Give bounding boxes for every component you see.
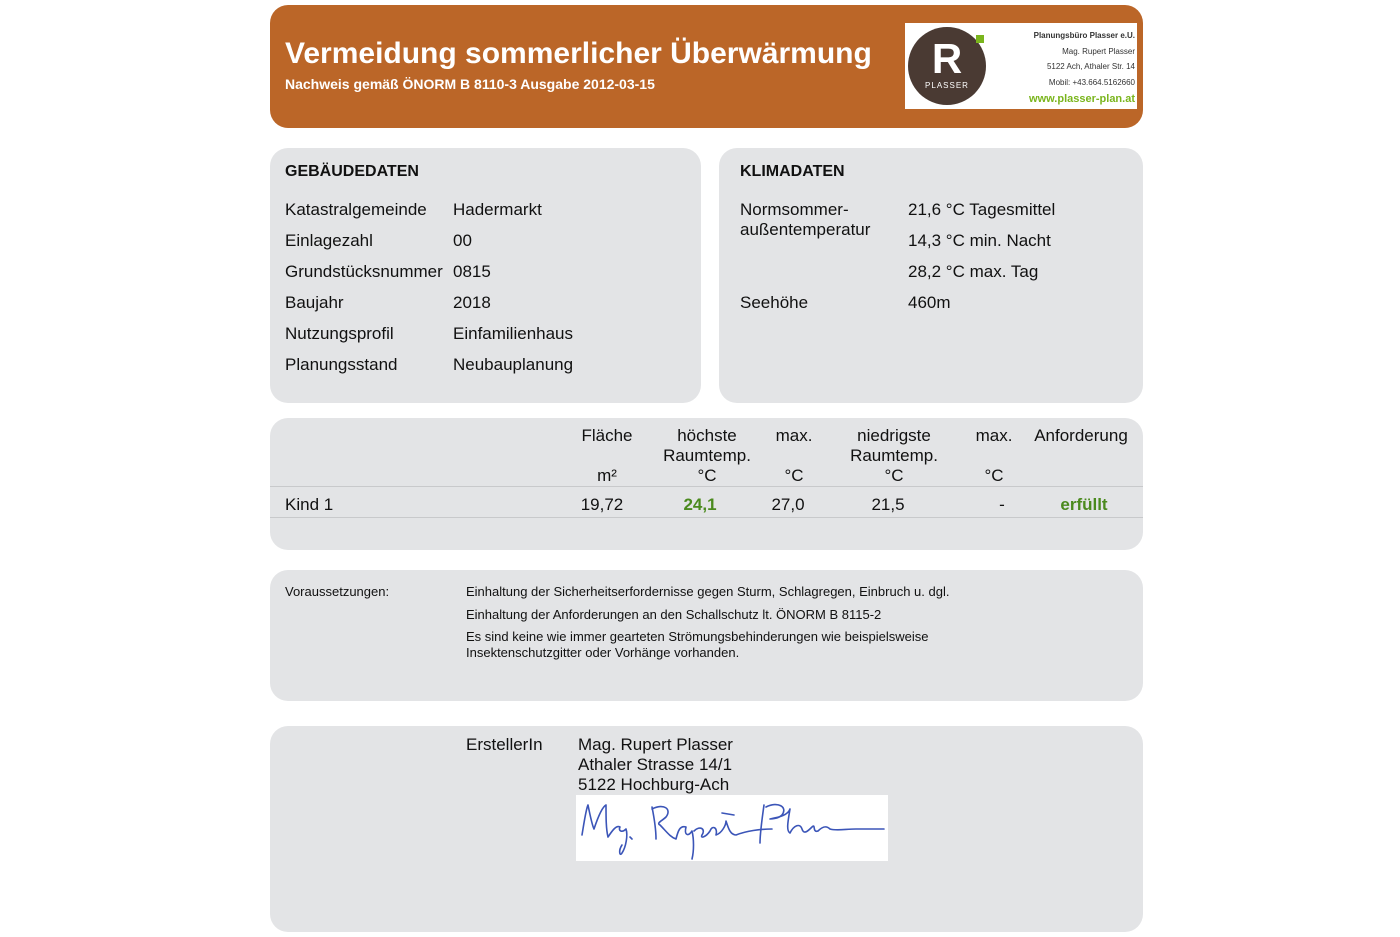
building-value: 0815 — [453, 262, 491, 281]
requirement-line: Es sind keine wie immer gearteten Strömungsbehinderungen wie beispielsweise — [466, 629, 929, 644]
header-area-unit: m² — [597, 466, 617, 485]
page-header — [270, 5, 1143, 128]
building-value: Neubauplanung — [453, 355, 574, 374]
header-max-temp: Raumtemp. — [663, 446, 751, 465]
header-max-allowed: max. — [775, 426, 813, 445]
logo-name: Mag. Rupert Plasser — [1062, 47, 1135, 56]
requirement-line: Insektenschutzgitter oder Vorhänge vorhanden. — [466, 645, 740, 660]
building-value: Hadermarkt — [453, 200, 542, 219]
requirement-line: Einhaltung der Sicherheitserfordernisse gegen Sturm, Schlagregen, Einbruch u. dgl. — [466, 584, 950, 599]
header-max-temp-unit: °C — [697, 466, 717, 485]
climate-heading: KLIMADATEN — [740, 163, 845, 180]
company-logo — [905, 23, 1137, 109]
building-data-panel — [270, 148, 701, 403]
climate-temp-value: 21,6 °C Tagesmittel — [908, 200, 1056, 219]
page-subtitle: Nachweis gemäß ÖNORM B 8110-3 Ausgabe 2012-03-15 — [285, 76, 655, 92]
logo-mark: R — [931, 35, 963, 82]
logo-green-square — [976, 35, 984, 43]
page-title: Vermeidung sommerlicher Überwärmung — [285, 37, 872, 70]
signature-icon — [576, 795, 888, 861]
building-value: 00 — [453, 231, 472, 250]
table-cell-max2: - — [999, 495, 1005, 514]
header-max-allowed-unit: °C — [784, 466, 804, 485]
header-min-temp: Raumtemp. — [850, 446, 938, 465]
logo-phone: Mobil: +43.664.5162660 — [1048, 78, 1135, 87]
header-max2: max. — [975, 426, 1013, 445]
building-value: 2018 — [453, 293, 491, 312]
results-table — [270, 418, 1143, 550]
author-name: Mag. Rupert Plasser — [578, 735, 733, 754]
requirements-label: Voraussetzungen: — [285, 584, 390, 599]
building-label: Einlagezahl — [285, 231, 373, 250]
header-area: Fläche — [581, 426, 633, 445]
table-cell-area: 19,72 — [580, 495, 624, 514]
header-min-temp: niedrigste — [857, 426, 931, 445]
logo-website: www.plasser-plan.at — [1029, 93, 1135, 105]
table-cell-max-allowed: 27,0 — [771, 495, 805, 514]
table-divider — [270, 486, 1143, 487]
climate-data-panel — [719, 148, 1143, 403]
climate-temp-value: 14,3 °C min. Nacht — [908, 231, 1051, 250]
building-label: Baujahr — [285, 293, 344, 312]
logo-brand: PLASSER — [925, 81, 969, 90]
building-label: Planungsstand — [285, 355, 398, 374]
building-label: Nutzungsprofil — [285, 324, 394, 343]
table-divider — [270, 517, 1143, 518]
climate-temp-label: außentemperatur — [740, 220, 871, 239]
building-value: Einfamilienhaus — [453, 324, 574, 343]
climate-temp-label: Normsommer- — [740, 200, 849, 219]
author-label: ErstellerIn — [466, 735, 543, 754]
header-requirement: Anforderung — [1034, 426, 1128, 445]
header-max-temp: höchste — [677, 426, 737, 445]
building-label: Grundstücksnummer — [285, 262, 443, 281]
altitude-label: Seehöhe — [740, 293, 809, 312]
signature-image — [576, 795, 888, 861]
climate-temp-value: 28,2 °C max. Tag — [908, 262, 1039, 281]
author-panel — [270, 726, 1143, 932]
table-cell-max-temp: 24,1 — [683, 495, 717, 514]
logo-circle — [908, 27, 986, 105]
table-cell-min-temp: 21,5 — [871, 495, 905, 514]
logo-company: Planungsbüro Plasser e.U. — [1033, 31, 1135, 40]
building-label: Katastralgemeinde — [285, 200, 427, 219]
requirement-line: Einhaltung der Anforderungen an den Schallschutz lt. ÖNORM B 8115-2 — [466, 607, 882, 622]
author-street: Athaler Strasse 14/1 — [578, 755, 733, 774]
header-min-temp-unit: °C — [884, 466, 904, 485]
header-max2-unit: °C — [984, 466, 1004, 485]
table-row-room: Kind 1 — [285, 495, 334, 514]
requirements-panel — [270, 570, 1143, 701]
altitude-value: 460m — [908, 293, 951, 312]
author-city: 5122 Hochburg-Ach — [578, 775, 730, 794]
logo-address: 5122 Ach, Athaler Str. 14 — [1046, 62, 1135, 71]
building-heading: GEBÄUDEDATEN — [285, 163, 419, 180]
table-cell-requirement-status: erfüllt — [1060, 495, 1108, 514]
